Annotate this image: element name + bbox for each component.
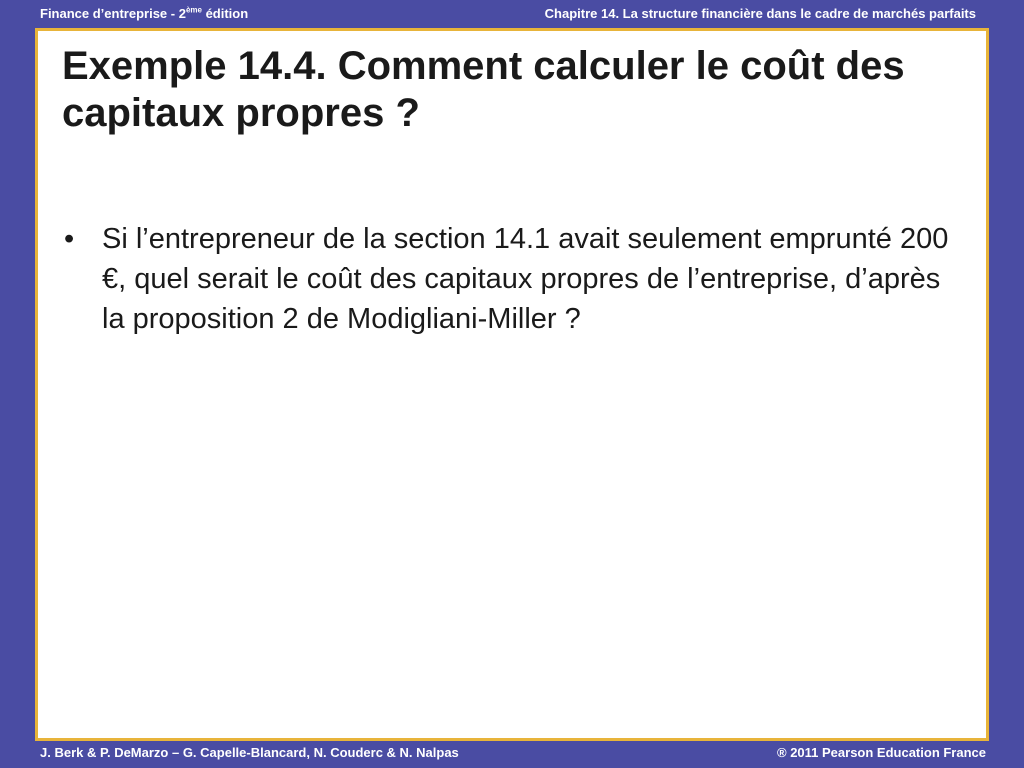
header-book-title-prefix: Finance d’entreprise - 2 [40, 6, 186, 21]
bullet-item [60, 219, 960, 339]
slide-panel [35, 28, 989, 741]
bullet-list [60, 219, 960, 339]
header-book-title-suffix: édition [201, 6, 249, 21]
slide-title: Exemple 14.4. Comment calculer le coût des capitaux propres ? [62, 44, 905, 135]
header-book-title [40, 6, 248, 21]
header-edition-superscript: ème [185, 5, 202, 15]
bullet-text: Si l’entrepreneur de la section 14.1 avait seulement emprunté 200 €, quel serait le coût des capitaux propres de l’entreprise, d’après la proposition 2 de Modigliani-Miller ? [102, 223, 949, 335]
footer-authors: J. Berk & P. DeMarzo – G. Capelle-Blancard, N. Couderc & N. Nalpas [40, 745, 459, 760]
footer-copyright: ® 2011 Pearson Education France [777, 745, 986, 760]
header-chapter-title: Chapitre 14. La structure financière dans le cadre de marchés parfaits [544, 6, 976, 21]
bullet-marker: • [64, 223, 75, 255]
